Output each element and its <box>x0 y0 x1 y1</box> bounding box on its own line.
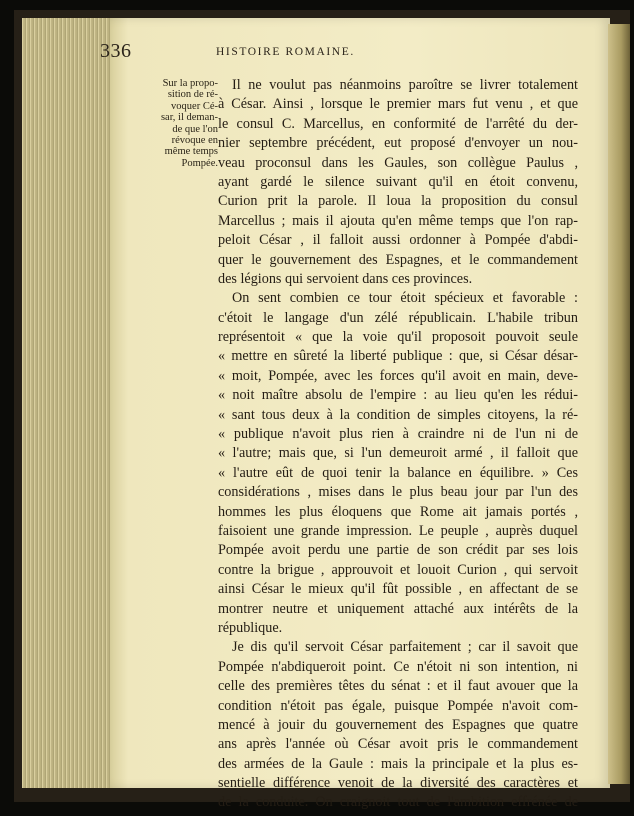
page-number: 336 <box>100 40 132 62</box>
margin-note-line: Sur la propo- <box>162 78 218 89</box>
text-line: faisoient une grande impression. Le peuple , auprès duquel <box>218 522 578 539</box>
margin-note-line: de que l'on <box>172 123 218 135</box>
text-line: c'étoit le langage d'un zélé républicain. L'habile tribun <box>218 309 578 326</box>
text-line: le consul C. Marcellus, en conformité de l'arrêté du der- <box>218 115 578 132</box>
text-line: Marcellus ; mais il ajouta qu'en même temps que l'on rap- <box>218 212 578 229</box>
text-line: hommes les plus éloquens que Rome ait jamais portés , <box>218 503 578 520</box>
text-line: peloit César , il falloit aussi ordonner à Pompée d'abdi- <box>218 232 578 249</box>
running-head: HISTOIRE ROMAINE. <box>216 46 355 58</box>
text-line: Curion prit la parole. Il loua la proposition du consul <box>218 193 578 210</box>
text-line: « moit, Pompée, avec les forces qu'il avoit en main, deve- <box>218 367 578 384</box>
text-line: sentielle différence venoit de la diversité des caractères et <box>218 775 578 792</box>
text-line: ans après l'année où César avoit pris le commandement <box>218 736 578 753</box>
text-line: On sent combien ce tour étoit spécieux et favorable : <box>232 290 578 307</box>
text-line: « l'autre eût de quoi tenir la balance en équilibre. » Ces <box>218 464 578 481</box>
text-line: « mettre en sûreté la liberté publique : que, si César désar- <box>218 348 578 365</box>
text-line: celle des premières têtes du sénat : et il faut avouer que la <box>218 678 578 695</box>
text-line: « publique n'avoit plus rien à craindre ni de l'un ni de <box>218 426 578 443</box>
text-line: de la conduite. On craignoit tout de l'ambition effrénée de <box>218 794 578 811</box>
facing-page-edge <box>608 24 630 784</box>
text-line: considérations , mises dans le plus beau jour par l'un des <box>218 484 578 501</box>
text-line: à César. Ainsi , lorsque le premier mars fut venu , et que <box>218 96 578 113</box>
text-line: montrer neutre et uniquement attaché aux intérêts de la <box>218 600 578 617</box>
text-line: Pompée avoit perdu une partie de son crédit par ses lois <box>218 542 578 559</box>
text-line: ayant gardé le silence suivant qu'il en étoit convenu, <box>218 173 578 190</box>
text-line: nier septembre précédent, eut proposé d'envoyer un nou- <box>218 135 578 152</box>
text-line: « l'autre; mais que, si l'un demeuroit armé , il falloit que <box>218 445 578 462</box>
text-line: Je dis qu'il servoit César parfaitement ; car il savoit que <box>232 639 578 656</box>
text-line: condition n'étoit pas égale, puisque Pompée n'avoit com- <box>218 697 578 714</box>
margin-note-line: Pompée. <box>181 157 218 169</box>
margin-note-line: même temps <box>164 146 218 158</box>
text-line: Il ne voulut pas néanmoins paroître se livrer totalement <box>232 77 578 93</box>
text-line: contre la brigue , approuvoit et louoit Curion , qui servoit <box>218 561 578 578</box>
page-header <box>100 40 495 66</box>
margin-note-line: révoque en <box>171 135 218 147</box>
text-line: des armées de la Gaule : mais la principale et la plus es- <box>218 755 578 772</box>
text-line: ainsi César le mieux qu'il fût possible , en affectant de se <box>218 581 578 598</box>
margin-note-line: sar, il deman- <box>160 112 218 124</box>
text-line: « noit maître absolu de l'empire : au lieu qu'en les rédui- <box>218 387 578 404</box>
text-line: veau proconsul dans les Gaules, son collègue Paulus , <box>218 154 578 171</box>
body-text <box>218 76 578 813</box>
text-line: des légions qui servoient dans ces provinces. <box>218 270 473 287</box>
text-line: république. <box>218 619 283 636</box>
text-line: « sant tous deux à la condition de simples citoyens, la ré- <box>218 406 578 423</box>
text-line: quer le gouvernement des Espagnes, et le commandement <box>218 251 578 268</box>
text-line: représentoit « que la voie qu'il proposoit pouvoit seule <box>218 329 578 346</box>
margin-note-line: voquer Cé- <box>171 100 218 112</box>
text-line: mencé à jouir du gouvernement des Espagnes que quatre <box>218 716 578 733</box>
text-line: Pompée n'abdiqueroit point. Ce n'étoit ni son intention, ni <box>218 658 578 675</box>
margin-note-line: sition de ré- <box>167 89 218 101</box>
margin-note <box>154 78 218 169</box>
page-edges <box>22 18 120 788</box>
